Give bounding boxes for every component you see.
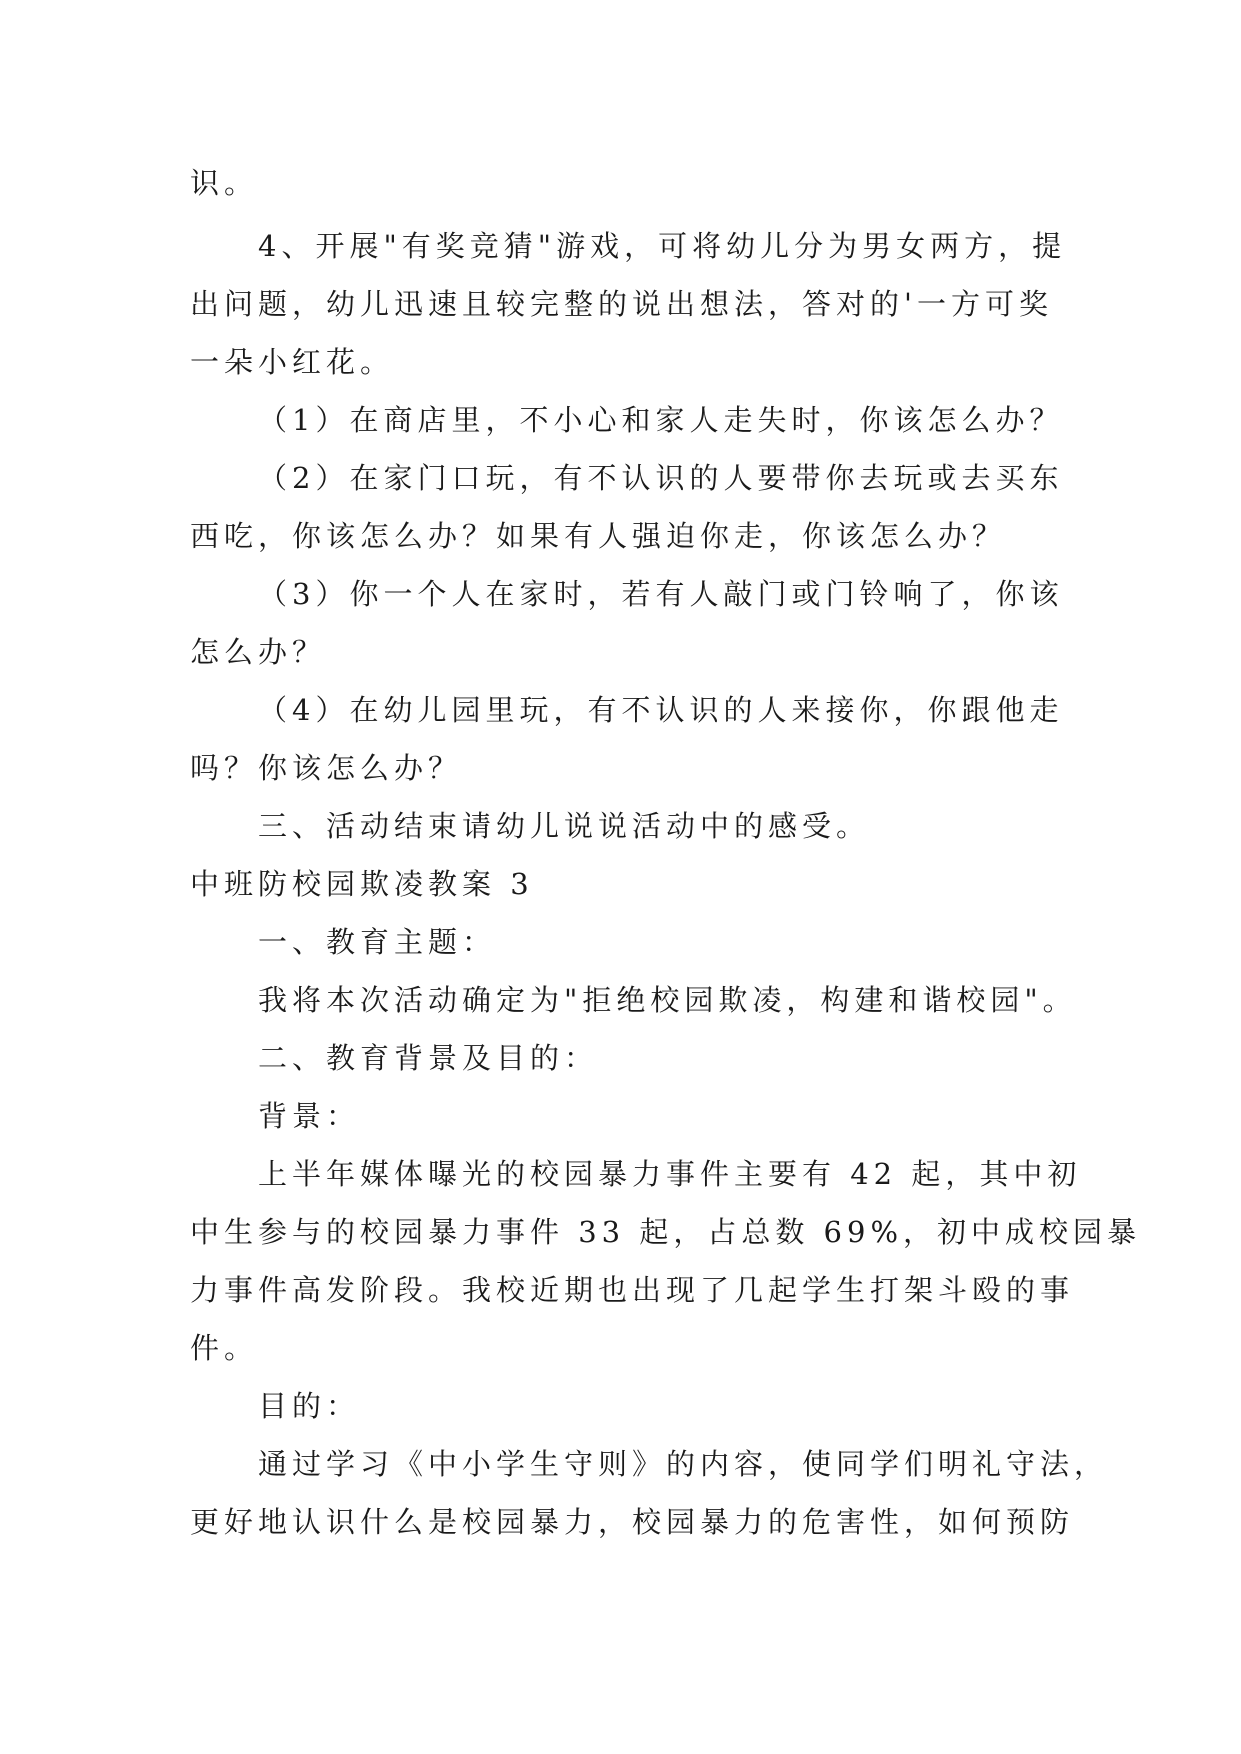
text-line: 上半年媒体曝光的校园暴力事件主要有 42 起，其中初 xyxy=(258,1157,1082,1191)
text-line: 力事件高发阶段。我校近期也出现了几起学生打架斗殴的事 xyxy=(190,1273,1075,1307)
text-line: （3）你一个人在家时，若有人敲门或门铃响了，你该 xyxy=(258,577,1064,611)
text-line: 西吃，你该怎么办？如果有人强迫你走，你该怎么办？ xyxy=(190,519,1007,553)
text-line: （1）在商店里，不小心和家人走失时，你该怎么办？ xyxy=(258,403,1064,437)
text-line: 通过学习《中小学生守则》的内容，使同学们明礼守法， xyxy=(258,1447,1109,1481)
text-line: 背景： xyxy=(258,1099,361,1133)
text-line: 一朵小红花。 xyxy=(190,345,395,379)
text-line: 目的： xyxy=(258,1389,361,1423)
text-line: 我将本次活动确定为"拒绝校园欺凌，构建和谐校园"。 xyxy=(258,983,1077,1017)
text-line: 吗？你该怎么办？ xyxy=(190,751,463,785)
section-heading: 中班防校园欺凌教案 3 xyxy=(190,867,534,901)
text-line: 4、开展"有奖竞猜"游戏，可将幼儿分为男女两方，提 xyxy=(258,229,1067,263)
text-line: 中生参与的校园暴力事件 33 起，占总数 69%，初中成校园暴 xyxy=(190,1215,1142,1249)
text-line: 出问题，幼儿迅速且较完整的说出想法，答对的'一方可奖 xyxy=(190,287,1053,321)
text-line: 更好地认识什么是校园暴力，校园暴力的危害性，如何预防 xyxy=(190,1505,1075,1539)
text-line: 怎么办？ xyxy=(190,635,327,669)
text-line: （4）在幼儿园里玩，有不认识的人来接你，你跟他走 xyxy=(258,693,1064,727)
text-line: 识。 xyxy=(190,166,259,200)
text-line: 三、活动结束请幼儿说说活动中的感受。 xyxy=(258,809,871,843)
text-line: （2）在家门口玩，有不认识的人要带你去玩或去买东 xyxy=(258,461,1064,495)
text-line: 二、教育背景及目的： xyxy=(258,1041,599,1075)
text-line: 件。 xyxy=(190,1331,259,1365)
text-line: 一、教育主题： xyxy=(258,925,497,959)
